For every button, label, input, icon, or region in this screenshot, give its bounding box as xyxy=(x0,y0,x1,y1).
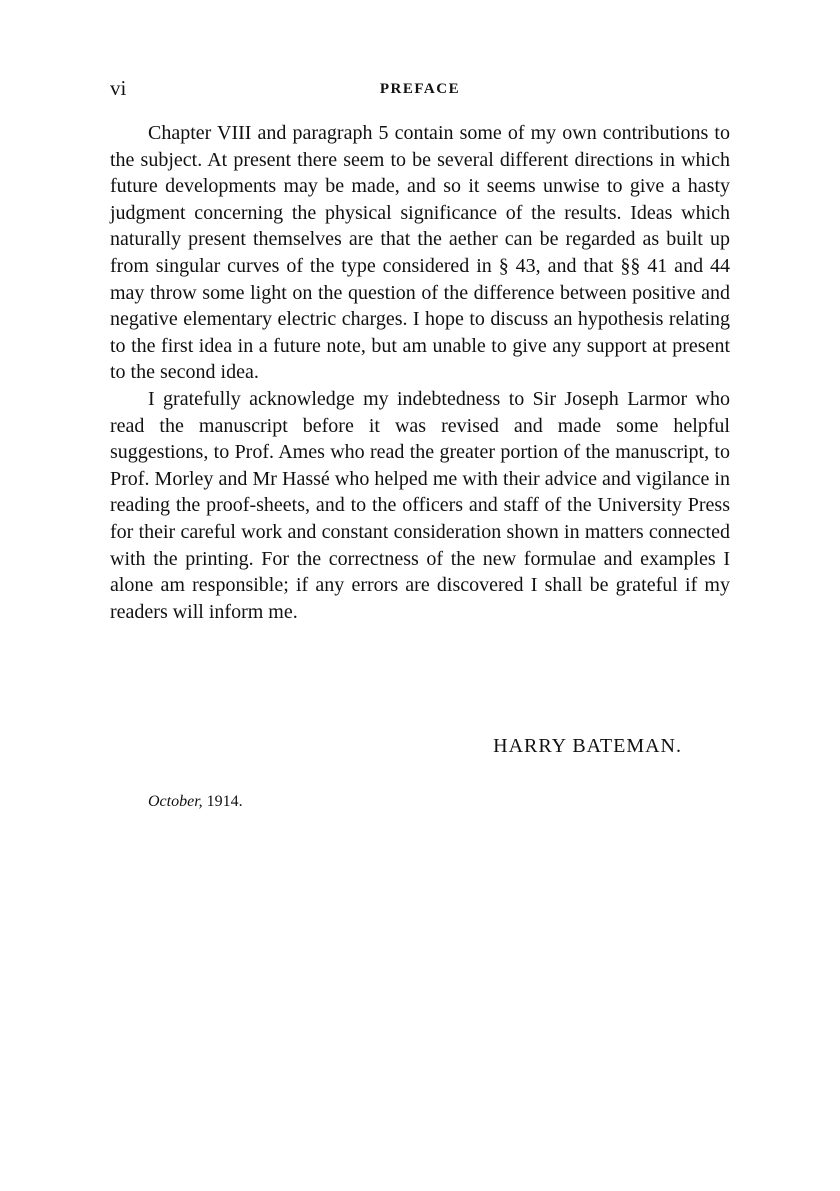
author-signature: HARRY BATEMAN. xyxy=(493,735,682,757)
running-head xyxy=(110,76,730,100)
running-title: PREFACE xyxy=(379,81,461,97)
dateline xyxy=(148,791,243,813)
paragraph-acknowledgements: I gratefully acknowledge my indebtedness to Sir Joseph Larmor who read the manuscript before it was revised and made some helpful suggestions, to Prof. Ames who read the greater portion of the manuscript, to Prof. Morley and Mr Hassé who helped me with their advice and vigilance in reading the proof-sheets, and to the officers and staff of the University Press for their careful work and constant consideration shown in matters connected with the printing. For the correctness of the new formulae and examples I alone am responsible; if any errors are discovered I shall be grateful if my readers will inform me. xyxy=(110,387,730,623)
paragraph-contributions: Chapter VIII and paragraph 5 contain some of my own contributions to the subject. At present there seem to be several different directions in which future developments may be made, and so it seems unwise to give a hasty judgment concerning the physical significance of the results. Ideas which naturally present themselves are that the aether can be regarded as built up from singular curves of the type considered in § 43, and that §§ 41 and 44 may throw some light on the question of the difference between positive and negative elementary electric charges. I hope to discuss an hypothesis relating to the first idea in a future note, but am unable to give any support at present to the second idea. xyxy=(110,122,730,384)
preface-body xyxy=(110,120,730,625)
date-year: 1914. xyxy=(206,793,243,810)
page-number: vi xyxy=(110,76,127,100)
date-month: October, xyxy=(148,793,203,810)
